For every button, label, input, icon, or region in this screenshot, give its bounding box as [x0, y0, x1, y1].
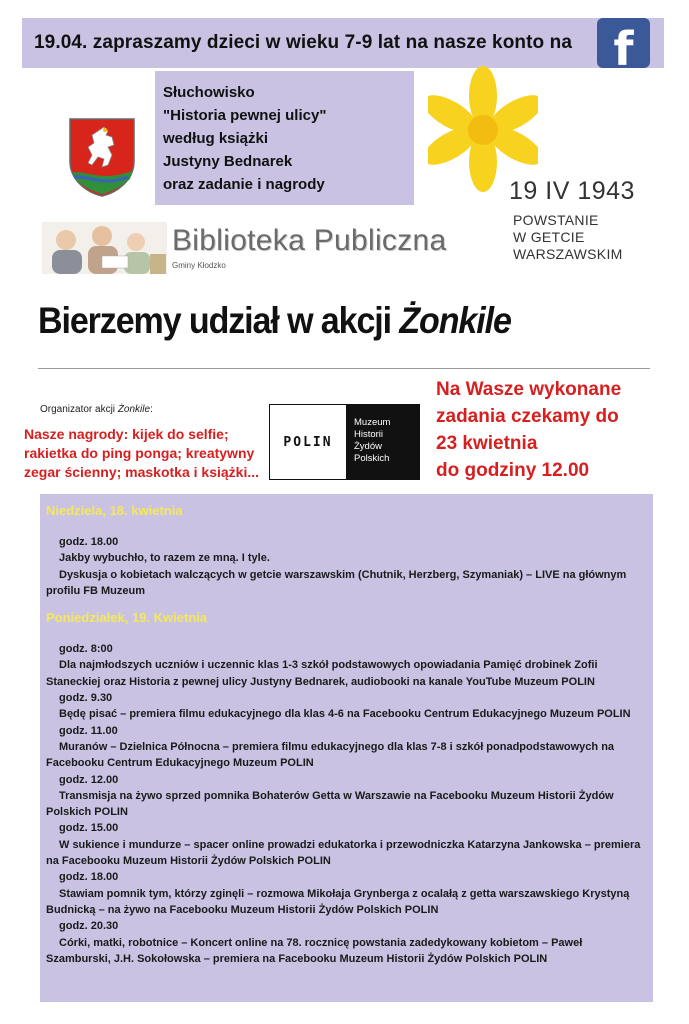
title-line: Justyny Bednarek	[163, 153, 293, 170]
day-heading: Poniedziałek, 19. Kwietnia	[46, 610, 208, 626]
event-item: godz. 20.30 Córki, matki, robotnice – Koncert online na 78. rocznicę powstania zadedykowany kobietom – Paweł Szamburski, J.H. Sokołowska – premiera na Facebooku Muzeum Historii Żydów Polskich POLIN	[46, 920, 583, 965]
polin-wordmark: POLIN	[283, 434, 333, 450]
polin-museum-name: Muzeum Historii Żydów Polskich	[346, 405, 419, 479]
title-line: Słuchowisko	[163, 84, 255, 101]
library-subtitle: Gminy Kłodzko	[172, 261, 226, 270]
event-item: godz. 11.00 Muranów – Dzielnica Północna – premiera filmu edukacyjnego dla klas 7-8 i szkół ponadpodstawowych na Facebooku Centrum Edukacyjnego Muzeum POLIN	[46, 724, 615, 770]
event-item: godz. 12.00 Transmisja na żywo sprzed pomnika Bohaterów Getta w Warszawie na Facebooku Muzeum Historii Żydów Polskich POLIN	[46, 773, 614, 819]
daffodil-icon	[428, 64, 538, 194]
banner-text: 19.04. zapraszamy dzieci w wieku 7-9 lat na nasze konto na	[34, 32, 573, 53]
uprising-label: POWSTANIE W GETCIE WARSZAWSKIM	[513, 212, 623, 262]
event-item: godz. 15.00 W sukience i mundurze – spacer online prowadzi edukatorka i przewodniczka Katarzyna Jankowska – premiera na Facebooku Muzeum Historii Żydów Polskich POLIN	[46, 822, 641, 868]
divider	[38, 368, 650, 369]
day-heading: Niedziela, 18. kwietnia	[46, 503, 183, 518]
event-item: godz. 18.00 Stawiam pomnik tym, którzy zginęli – rozmowa Mikołaja Grynberga z ocalałą z getta warszawskiego Krystyną Budnicką – na żywo na Facebooku Muzeum Historii Żydów Polskich POLIN	[46, 871, 630, 916]
event-item: godz. 9.30 Będę pisać – premiera filmu edukacyjnego dla klas 4-6 na Facebooku Centrum Edukacyjnego Muzeum POLIN	[59, 692, 631, 721]
facebook-icon[interactable]: f	[597, 18, 650, 68]
audio-play-box	[155, 71, 414, 205]
event-item: godz. 8:00 Dla najmłodszych uczniów i uczennic klas 1-3 szkół podstawowych opowiadania Pamięć drobinek Zofii Staneckiej oraz Historia z pewnej ulicy Justyny Bednarek, audiobooki na kanale YouTube Muzeum POLIN	[46, 643, 598, 688]
organizer-label: Organizator akcji Żonkile:	[40, 404, 153, 415]
title-line: oraz zadanie i nagrody	[163, 176, 325, 193]
coat-of-arms-icon	[68, 117, 136, 197]
title-line: według książki	[163, 130, 269, 147]
prizes-text: Nasze nagrody: kijek do selfie; rakietka do ping ponga; kreatywny zegar ścienny; maskotka i książki...	[24, 426, 260, 480]
title-line: "Historia pewnej ulicy"	[163, 107, 327, 124]
event-schedule	[40, 494, 653, 1002]
deadline-notice: Na Wasze wykonane zadania czekamy do 23 kwietnia do godziny 12.00	[436, 379, 622, 481]
polin-logo	[269, 404, 420, 480]
reading-family-photo	[42, 222, 167, 274]
anniversary-date: 19 IV 1943	[509, 177, 635, 205]
event-item: godz. 18.00 Jakby wybuchło, to razem ze mną. I tyle. Dyskusja o kobietach walczących w getcie warszawskim (Chutnik, Herzberg, Szymaniak) – LIVE na głównym profilu FB Muzeum	[46, 536, 627, 597]
top-banner	[22, 18, 664, 68]
library-name: Biblioteka Publiczna	[172, 224, 447, 257]
page-title: Bierzemy udział w akcji Żonkile	[38, 300, 511, 341]
